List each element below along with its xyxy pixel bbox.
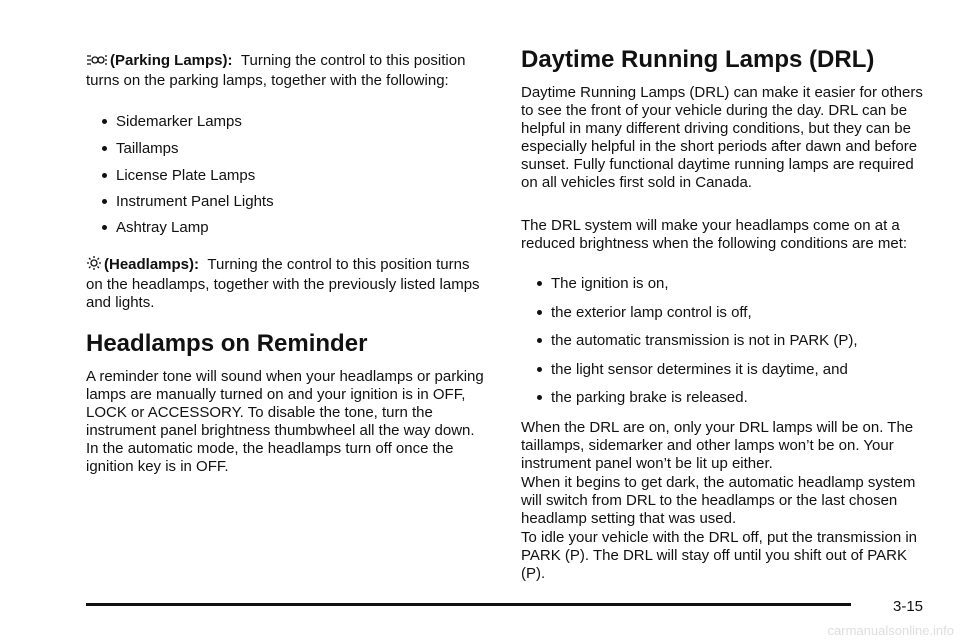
bullet-icon xyxy=(537,281,542,286)
parking-lamps-paragraph xyxy=(86,52,486,90)
list-item: the automatic transmission is not in PARK (P), xyxy=(537,332,937,361)
bullet-icon xyxy=(537,310,542,315)
parking-lamps-text: Turning the control to this position turns on the parking lamps, together with the following: xyxy=(86,52,466,89)
list-item: Ashtray Lamp xyxy=(102,219,482,245)
list-item: License Plate Lamps xyxy=(102,167,482,193)
reminder-heading: Headlamps on Reminder xyxy=(86,330,368,357)
reminder-paragraph: A reminder tone will sound when your headlamps or parking lamps are manually turned on and your ignition is in OFF, LOCK or ACCESSORY. To disable the tone, turn the instrument panel brightness thumbwheel all the way down. In the automatic mode, the headlamps turn off once the ignition key is in OFF. xyxy=(86,368,484,475)
list-item: the exterior lamp control is off, xyxy=(537,304,937,332)
drl-idle-paragraph: To idle your vehicle with the DRL off, put the transmission in PARK (P). The DRL will stay off until you shift out of PARK (P). xyxy=(521,529,918,582)
drl-intro-paragraph: Daytime Running Lamps (DRL) can make it easier for others to see the front of your vehicle during the day. DRL can be helpful in many different driving conditions, but they can be especially helpful in the short periods after dawn and before sunset. Fully functional daytime running lamps are required on all vehicles first sold in Canada. xyxy=(521,84,923,191)
headlamps-paragraph xyxy=(86,255,486,312)
drl-dark-paragraph: When it begins to get dark, the automatic headlamp system will switch from DRL to the headlamps or the last chosen headlamp setting that was used. xyxy=(521,474,916,527)
bullet-icon xyxy=(537,395,542,400)
bullet-icon xyxy=(537,338,542,343)
bullet-icon xyxy=(537,367,542,372)
drl-on-paragraph: When the DRL are on, only your DRL lamps will be on. The taillamps, sidemarker and other lamps won’t be on. Your instrument panel won’t be lit up either. xyxy=(521,419,914,472)
list-item: the parking brake is released. xyxy=(537,389,937,417)
headlamps-term: (Headlamps): xyxy=(104,256,200,273)
headlamps-icon xyxy=(86,255,102,276)
drl-heading: Daytime Running Lamps (DRL) xyxy=(521,46,875,73)
bullet-icon xyxy=(102,146,107,151)
parking-lamps-list xyxy=(102,113,482,245)
bullet-icon xyxy=(102,173,107,178)
footer-rule xyxy=(86,603,851,606)
drl-conditions-list xyxy=(537,275,937,417)
headlamps-text: Turning the control to this position turns on the headlamps, together with the previously listed lamps and lights. xyxy=(86,256,480,311)
drl-conditions-paragraph: The DRL system will make your headlamps come on at a reduced brightness when the following conditions are met: xyxy=(521,217,908,252)
parking-lamps-term: (Parking Lamps): xyxy=(110,52,233,69)
list-item: Taillamps xyxy=(102,140,482,167)
watermark: carmanualsonline.info xyxy=(827,623,954,638)
list-item: Instrument Panel Lights xyxy=(102,193,482,219)
list-item: The ignition is on, xyxy=(537,275,937,304)
bullet-icon xyxy=(102,199,107,204)
page-number: 3-15 xyxy=(893,598,924,615)
bullet-icon xyxy=(102,225,107,230)
list-item: the light sensor determines it is daytime, and xyxy=(537,361,937,389)
parking-lamps-icon xyxy=(86,53,108,72)
list-item: Sidemarker Lamps xyxy=(102,113,482,140)
bullet-icon xyxy=(102,119,107,124)
